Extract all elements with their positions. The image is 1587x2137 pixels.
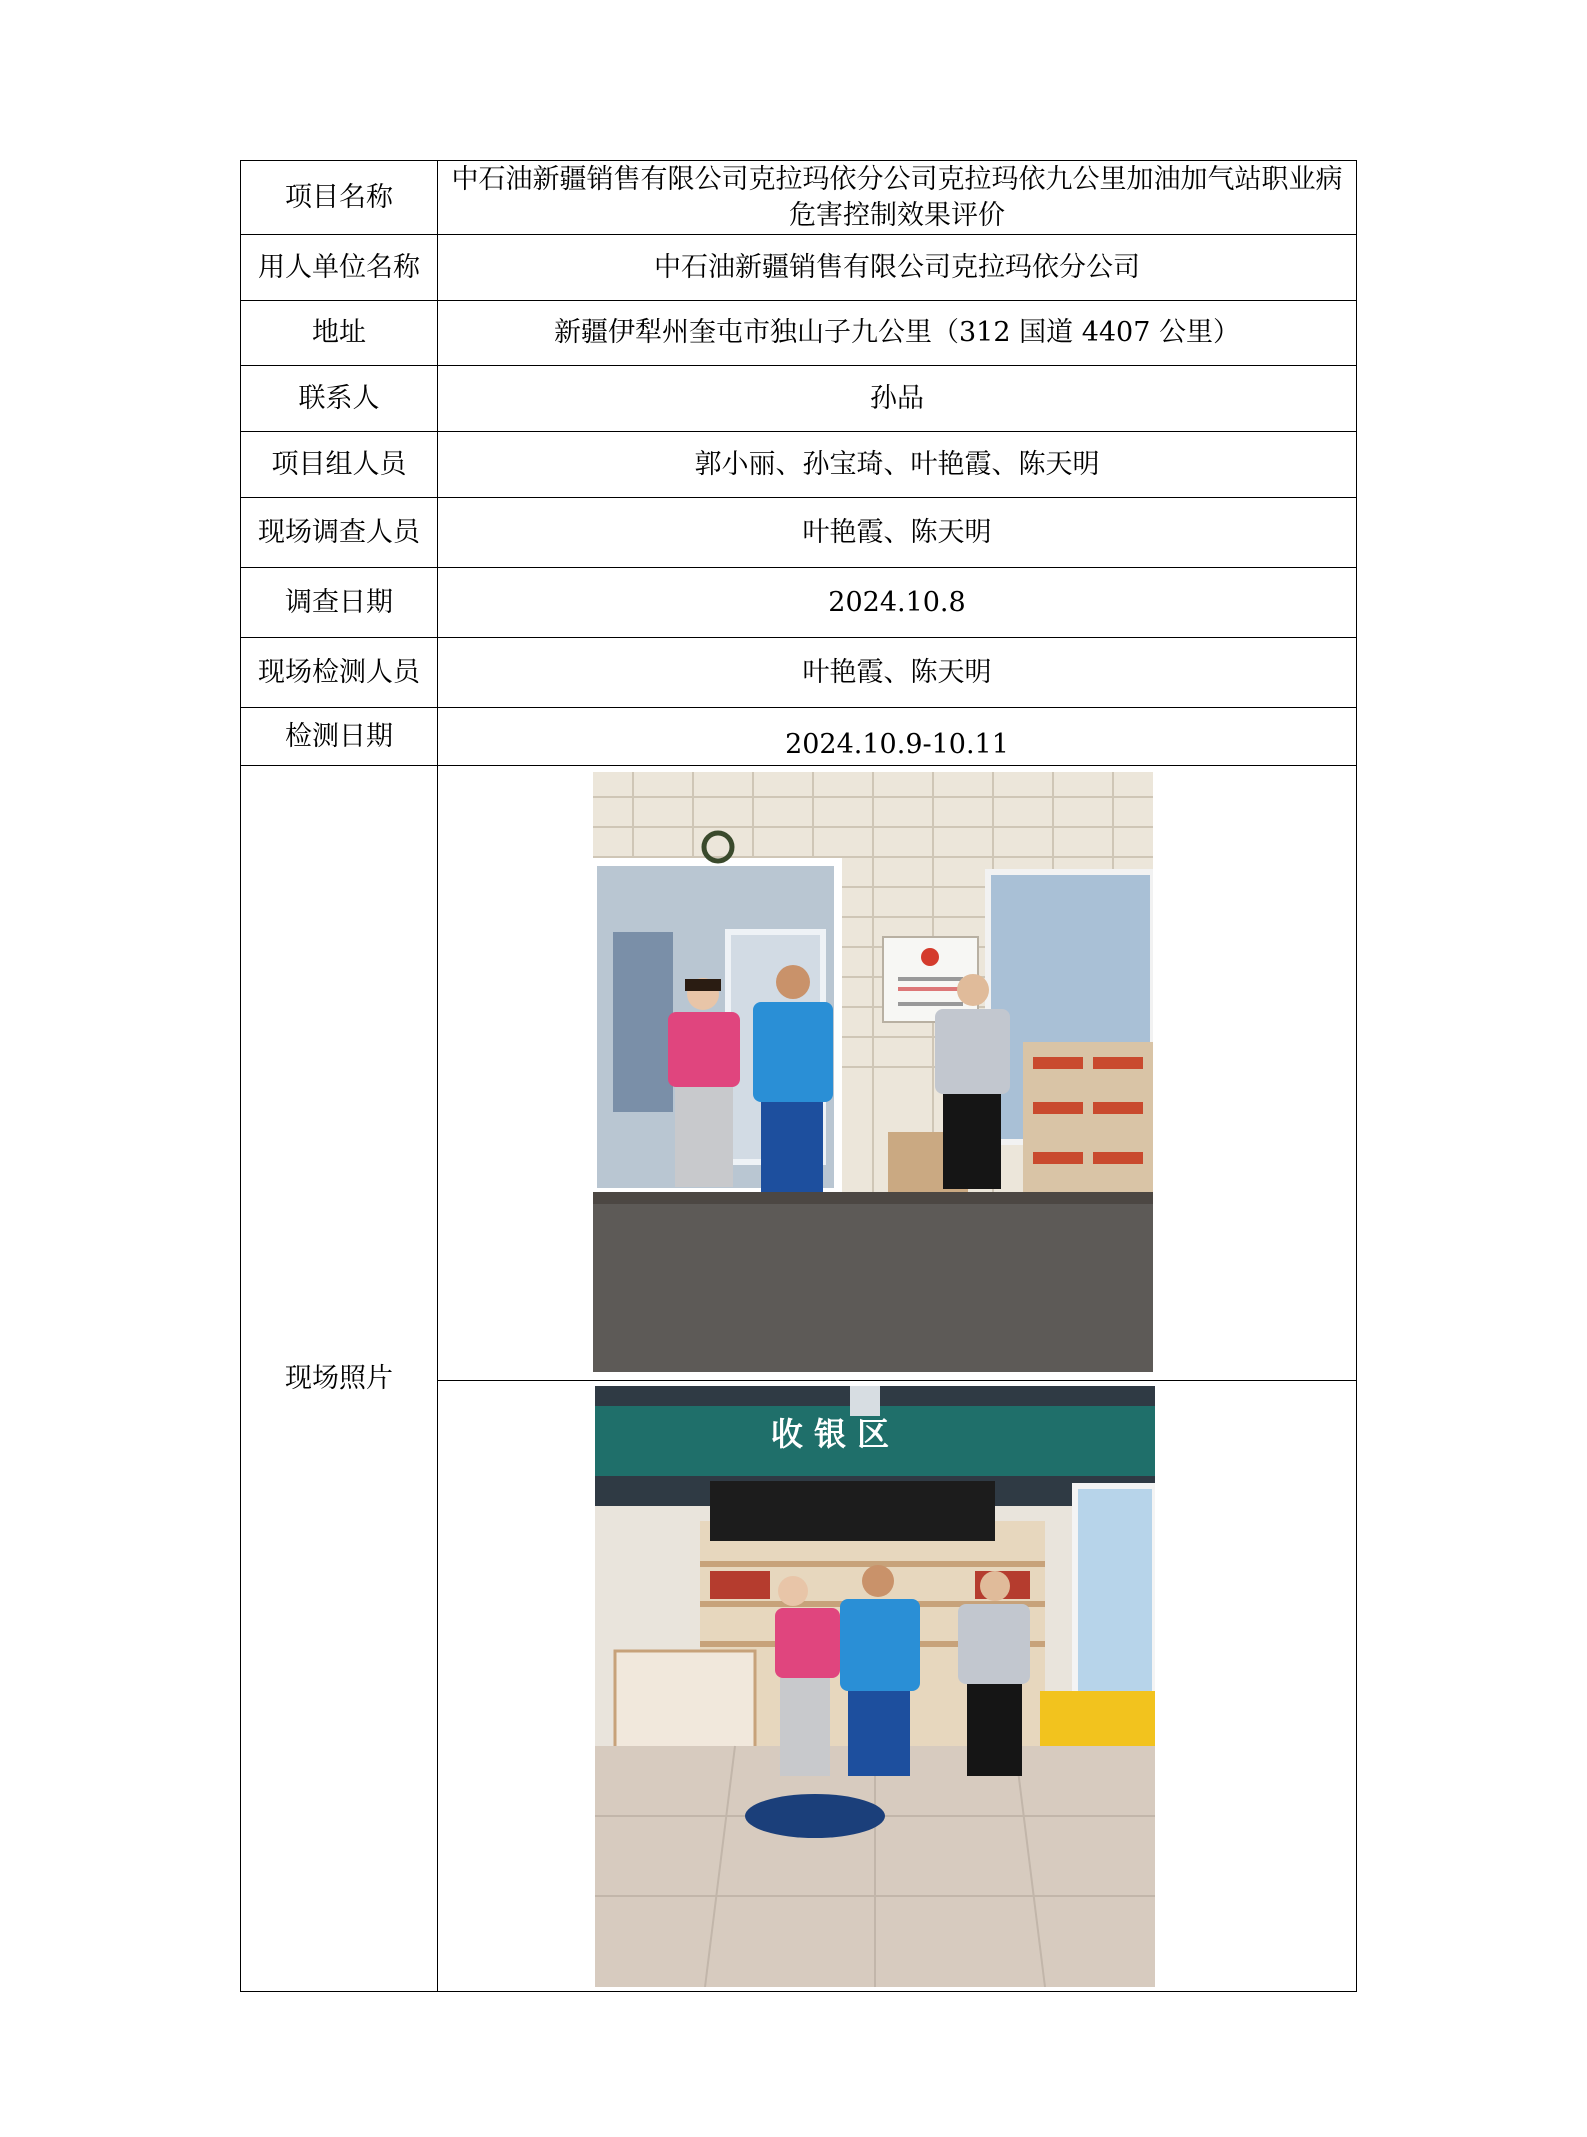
row-employer (241, 235, 1357, 301)
label-survey-staff: 现场调查人员 (241, 498, 438, 568)
value-project-name: 中石油新疆销售有限公司克拉玛依分公司克拉玛依九公里加油加气站职业病危害控制效果评价 (438, 161, 1357, 235)
value-survey-staff: 叶艳霞、陈天明 (438, 498, 1357, 568)
value-employer: 中石油新疆销售有限公司克拉玛依分公司 (438, 235, 1357, 301)
label-employer: 用人单位名称 (241, 235, 438, 301)
row-testing-staff (241, 638, 1357, 708)
value-testing-date: 2024.10.9-10.11 (438, 708, 1357, 766)
label-project-name: 项目名称 (241, 161, 438, 235)
value-project-team: 郭小丽、孙宝琦、叶艳霞、陈天明 (438, 432, 1357, 498)
label-project-team: 项目组人员 (241, 432, 438, 498)
label-testing-staff: 现场检测人员 (241, 638, 438, 708)
label-contact: 联系人 (241, 366, 438, 432)
site-photo-entrance (593, 772, 1153, 1372)
label-address: 地址 (241, 301, 438, 366)
photo-cell-2 (438, 1381, 1357, 1992)
row-survey-staff (241, 498, 1357, 568)
value-survey-date: 2024.10.8 (438, 568, 1357, 638)
row-testing-date (241, 708, 1357, 766)
row-project-team (241, 432, 1357, 498)
project-info-table (240, 160, 1357, 1992)
site-photo-cashier (595, 1386, 1155, 1987)
row-contact (241, 366, 1357, 432)
row-photo-1 (241, 766, 1357, 1381)
cashier-sign-text: 收 银 区 (770, 1415, 890, 1453)
label-site-photos: 现场照片 (241, 766, 438, 1992)
value-testing-staff: 叶艳霞、陈天明 (438, 638, 1357, 708)
label-survey-date: 调查日期 (241, 568, 438, 638)
row-address (241, 301, 1357, 366)
value-contact: 孙品 (438, 366, 1357, 432)
label-testing-date: 检测日期 (241, 708, 438, 766)
row-survey-date (241, 568, 1357, 638)
row-project-name (241, 161, 1357, 235)
value-address: 新疆伊犁州奎屯市独山子九公里（312 国道 4407 公里） (438, 301, 1357, 366)
photo-cell-1 (438, 766, 1357, 1381)
